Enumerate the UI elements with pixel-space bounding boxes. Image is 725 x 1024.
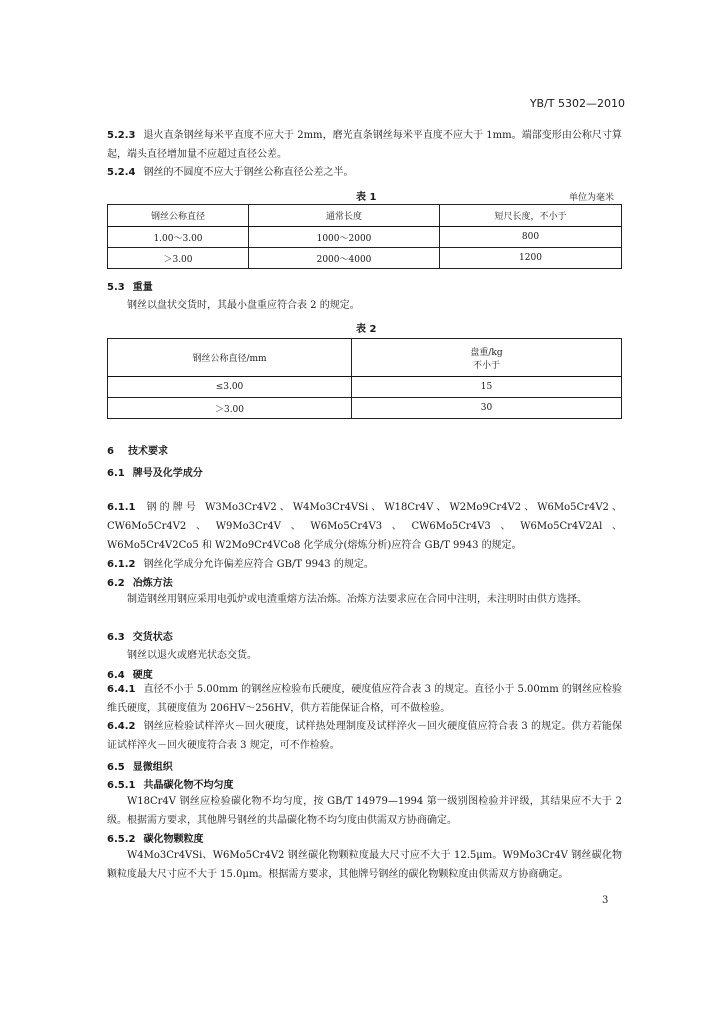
clause-title: 共晶碳化物不均匀度 <box>143 780 234 791</box>
clause-6-5-1-heading <box>107 776 233 791</box>
clause-number: 6.1.1 <box>107 502 136 513</box>
section-6-3-heading <box>107 628 173 643</box>
clause-6-5-2-heading <box>107 830 203 845</box>
clause-number: 6.5.2 <box>107 834 136 845</box>
section-title: 牌号及化学成分 <box>132 468 203 479</box>
table-header-line: 盘重/kg <box>470 347 503 358</box>
section-6-2-heading <box>107 574 173 589</box>
table-header-cell: 短尺长度，不小于 <box>440 205 622 227</box>
clause-6-5-2-text: W4Mo3Cr4VSi、W6Mo5Cr4V2 钢丝碳化物颗粒度最大尺寸应不大于 12.5μm。W9Mo3Cr4V 钢丝碳化物颗粒度最大尺寸应不大于 15.0μm。根据需方要求，其他牌号钢丝的碳化物颗粒度由供需双方协商确定。 <box>107 850 622 880</box>
clause-number: 6.1.2 <box>107 559 136 570</box>
table-cell: 1.00～3.00 <box>108 227 249 248</box>
section-5-3-text: 钢丝以盘状交货时，其最小盘重应符合表 2 的规定。 <box>127 300 360 311</box>
clause-number: 5.2.3 <box>107 130 136 141</box>
table2-caption: 表 2 <box>356 324 377 335</box>
page-number: 3 <box>602 895 609 906</box>
table-cell: 1200 <box>440 248 622 269</box>
table-cell: ＞3.00 <box>108 398 352 419</box>
table-cell: 30 <box>352 398 622 419</box>
clause-number: 6.4.2 <box>107 721 136 732</box>
clause-6-1-1 <box>107 498 622 555</box>
section-number: 6 <box>107 446 114 457</box>
clause-5-2-4 <box>107 163 353 178</box>
clause-title: 碳化物颗粒度 <box>143 834 204 845</box>
table2 <box>107 338 622 419</box>
table-header-cell <box>352 339 622 377</box>
section-number: 5.3 <box>107 282 125 293</box>
clause-6-4-1 <box>107 680 622 718</box>
table-row <box>108 398 622 419</box>
section-number: 6.4 <box>107 670 125 681</box>
table-cell: ≤3.00 <box>108 377 352 398</box>
standard-number: YB/T 5302—2010 <box>529 97 625 110</box>
table1 <box>107 204 622 269</box>
table-header-row <box>108 205 622 227</box>
section-6-2-text: 制造钢丝用钢应采用电弧炉或电渣重熔方法冶炼。冶炼方法要求应在合同中注明，未注明时由供方选择。 <box>127 594 587 605</box>
table1-caption: 表 1 <box>356 192 377 203</box>
clause-text: 退火直条钢丝每米平直度不应大于 2mm，磨光直条钢丝每米平直度不应大于 1mm。端部变形由公称尺寸算起，端头直径增加量不应超过直径公差。 <box>107 130 622 160</box>
clause-text: 钢丝的不圆度不应大于钢丝公称直径公差之半。 <box>143 167 354 178</box>
section-6-5-heading <box>107 758 173 773</box>
table-row <box>108 227 622 248</box>
clause-text: 钢丝化学成分允许偏差应符合 GB/T 9943 的规定。 <box>143 559 374 570</box>
section-title: 重量 <box>132 282 153 293</box>
clause-6-4-2 <box>107 717 622 755</box>
table-cell: 1000～2000 <box>249 227 440 248</box>
section-title: 硬度 <box>132 670 153 681</box>
section-6-3-text: 钢丝以退火或磨光状态交货。 <box>127 650 257 661</box>
clause-number: 6.5.1 <box>107 780 136 791</box>
clause-5-2-3 <box>107 126 622 164</box>
clause-text: 钢丝应检验试样淬火－回火硬度，试样热处理制度及试样淬火－回火硬度值应符合表 3 的规定。供方若能保证试样淬火－回火硬度符合表 3 规定，可不作检验。 <box>107 721 622 751</box>
table-header-line: 不小于 <box>472 360 500 371</box>
section-6-heading <box>107 442 168 457</box>
table-header-row <box>108 339 622 377</box>
table-cell: 15 <box>352 377 622 398</box>
table-row <box>108 248 622 269</box>
section-title: 交货状态 <box>132 632 173 643</box>
clause-text: 直径不小于 5.00mm 的钢丝应检验布氏硬度，硬度值应符合表 3 的规定。直径小于 5.00mm 的钢丝应检验维氏硬度，其硬度值为 206HV～256HV，供方若能保证合格，可不做检验。 <box>107 684 622 714</box>
clause-6-5-1-text: W18Cr4V 钢丝应检验碳化物不均匀度，按 GB/T 14979—1994 第一级别图检验并评级，其结果应不大于 2 级。根据需方要求，其他牌号钢丝的共晶碳化物不均匀度由供需双方协商确定。 <box>107 796 622 826</box>
section-6-4-heading <box>107 666 153 681</box>
clause-text: 钢的牌号 W3Mo3Cr4V2、W4Mo3Cr4VSi、W18Cr4V、W2Mo9Cr4V2、W6Mo5Cr4V2、CW6Mo5Cr4V2、W9Mo3Cr4V、W6Mo5Cr4V3、CW6Mo5Cr4V3、W6Mo5Cr4V2Al、W6Mo5Cr4V2Co5 和 W2Mo9Cr4VCo8 化学成分(熔炼分析)应符合 GB/T 9943 的规定。 <box>107 502 622 551</box>
section-6-1-heading <box>107 464 203 479</box>
table-header-cell: 钢丝公称直径 <box>108 205 249 227</box>
table-header-cell: 钢丝公称直径/mm <box>108 339 352 377</box>
clause-6-1-2 <box>107 555 374 570</box>
section-number: 6.2 <box>107 578 125 589</box>
table-header-cell: 通常长度 <box>249 205 440 227</box>
section-number: 6.1 <box>107 468 125 479</box>
section-number: 6.5 <box>107 762 125 773</box>
section-title: 技术要求 <box>127 446 168 457</box>
section-number: 6.3 <box>107 632 125 643</box>
table-row <box>108 377 622 398</box>
section-title: 冶炼方法 <box>132 578 173 589</box>
clause-number: 5.2.4 <box>107 167 136 178</box>
table1-unit: 单位为毫米 <box>569 193 615 203</box>
section-5-3-heading <box>107 278 153 293</box>
section-title: 显微组织 <box>132 762 173 773</box>
table-cell: 2000～4000 <box>249 248 440 269</box>
table-cell: ＞3.00 <box>108 248 249 269</box>
clause-number: 6.4.1 <box>107 684 136 695</box>
table-cell: 800 <box>440 227 622 248</box>
